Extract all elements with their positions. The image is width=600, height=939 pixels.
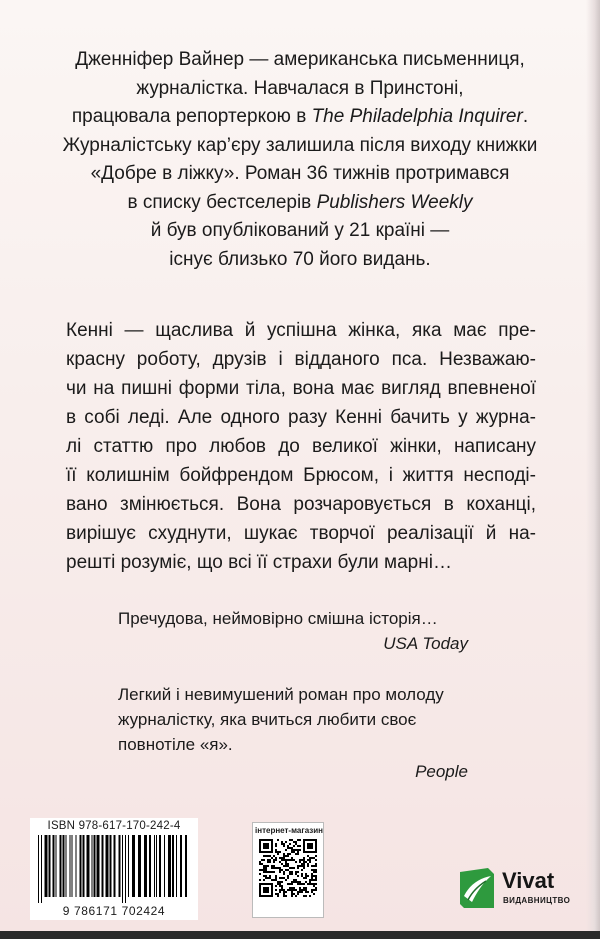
annotation-line: чи на пишні форми тіла, вона має вигляд впевненої [66, 378, 536, 399]
annotation-line: в собі леді. Але одного разу Кенні бачить у журна- [66, 407, 536, 428]
book-edge-shadow [586, 0, 600, 939]
annotation-line: вано змінюється. Вона розчаровується в коханці, [66, 494, 536, 515]
magazine-title: Publishers Weekly [316, 191, 473, 213]
barcode-bars [36, 835, 192, 903]
publisher-mark-icon [458, 866, 496, 910]
author-bio-line [40, 189, 560, 218]
isbn-barcode [30, 818, 198, 920]
author-bio-text: в списку бестселерів [127, 191, 317, 213]
annotation-line: її колишнім бойфрендом Брюсом, і життя несподі- [66, 465, 536, 486]
author-bio-line: Журналістську кар’єру залишила після виходу книжки [62, 134, 538, 156]
author-bio-line: Дженніфер Вайнер — американська письменниця, [75, 49, 525, 70]
author-bio-text: працювала репортеркою в [71, 106, 312, 127]
review-quote [118, 682, 478, 784]
isbn-label: ISBN 978-617-170-242-4 [47, 820, 181, 832]
quote-source: USA Today [383, 634, 468, 653]
book-annotation [66, 316, 536, 577]
publisher-name: Vivat [502, 868, 555, 893]
author-bio [40, 46, 560, 274]
author-bio-text: . [522, 106, 529, 127]
newspaper-title: The Philadelphia Inquirer [311, 106, 523, 127]
quote-text: журналістку, яка вчиться любити своє [118, 710, 417, 729]
qr-label: інтернет-магазин [255, 826, 323, 835]
qr-code[interactable] [259, 839, 317, 897]
publisher-subtitle: ВИДАВНИЦТВО [503, 896, 571, 905]
author-bio-line: журналістка. Навчалася в Принстоні, [136, 77, 464, 99]
author-bio-line: існує близько 70 його видань. [169, 248, 431, 270]
annotation-line: красну роботу, друзів і відданого пса. Незважаю- [66, 349, 536, 370]
publisher-logo [458, 866, 571, 910]
author-bio-line [40, 103, 560, 132]
qr-code-block[interactable] [252, 822, 324, 918]
author-bio-line: й був опублікований у 21 країні — [150, 220, 450, 241]
barcode-digits: 9 786171 702424 [62, 904, 166, 918]
book-bottom-edge [0, 931, 600, 939]
quote-text: Пречудова, неймовірно смішна історія… [118, 609, 438, 628]
review-quote [118, 606, 478, 656]
annotation-line: решті розуміє, що всі її страхи були марні… [66, 552, 452, 573]
annotation-line: лі статтю про любов до великої жінки, написану [66, 436, 536, 457]
annotation-line: Кенні — щаслива й успішна жінка, яка має пре- [66, 320, 536, 341]
author-bio-line: «Добре в ліжку». Роман 36 тижнів протримався [90, 163, 510, 184]
quote-text: повнотіле «я». [118, 735, 233, 754]
quote-source: People [415, 762, 468, 781]
annotation-line: вирішує схуднути, шукає творчої реалізації й на- [66, 523, 536, 544]
quote-text: Легкий і невимушений роман про молоду [118, 685, 444, 704]
